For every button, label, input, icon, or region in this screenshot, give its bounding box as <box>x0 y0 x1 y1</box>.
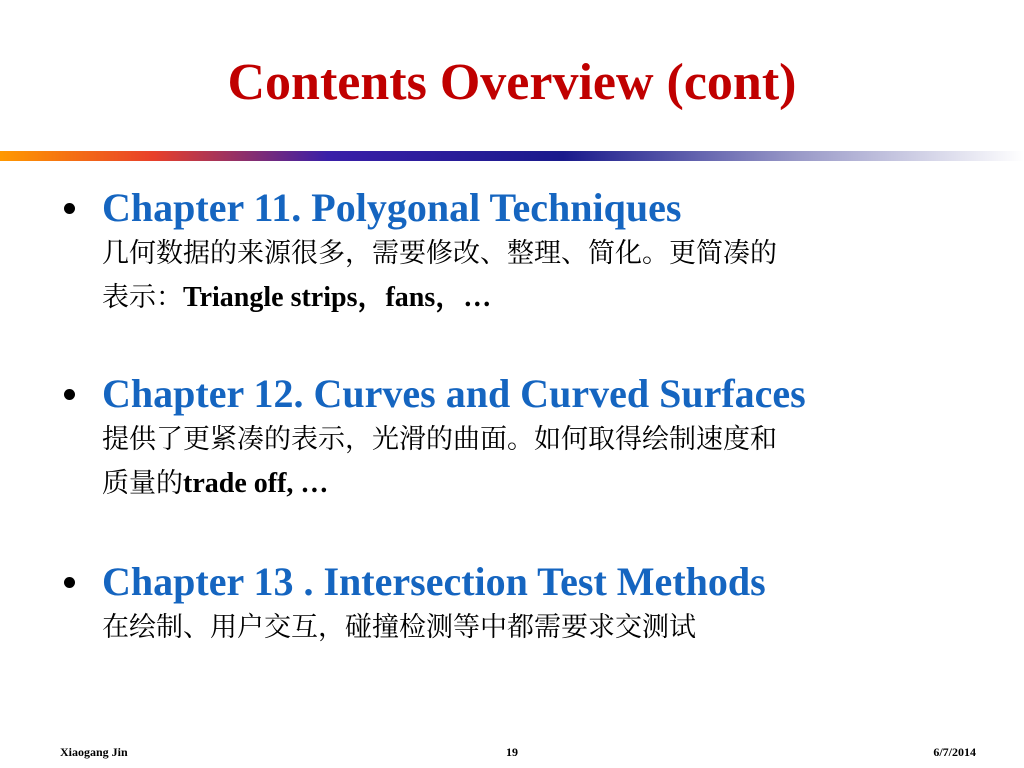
footer-date: 6/7/2014 <box>933 745 976 759</box>
slide-title: Contents Overview (cont) <box>227 54 797 111</box>
bullet-heading: Chapter 11. Polygonal Techniques <box>102 185 682 230</box>
footer-page-number: 19 <box>506 745 518 759</box>
bullet-dot <box>64 389 75 400</box>
bullet-heading: Chapter 13 . Intersection Test Methods <box>102 559 766 604</box>
bullet-dot <box>64 577 75 588</box>
gradient-divider <box>0 151 1024 161</box>
description-line: 几何数据的来源很多，需要修改、整理、简化。更简凑的 <box>102 238 777 269</box>
description-cjk-text: 质量的 <box>102 468 183 499</box>
bullet-description <box>102 606 962 650</box>
footer-author: Xiaogang Jin <box>60 745 128 759</box>
description-cjk-text: 表示： <box>102 282 183 313</box>
description-line <box>102 462 962 506</box>
description-latin-text: trade off, … <box>183 468 329 499</box>
description-line: 提供了更紧凑的表示，光滑的曲面。如何取得绘制速度和 <box>102 424 777 455</box>
bullet-description <box>102 418 962 506</box>
description-line <box>102 276 962 320</box>
bullet-dot <box>64 203 75 214</box>
description-latin-text: Triangle strips，fans，… <box>183 282 492 313</box>
description-line: 在绘制、用户交互，碰撞检测等中都需要求交测试 <box>102 612 696 643</box>
bullet-description <box>102 232 962 320</box>
bullet-heading: Chapter 12. Curves and Curved Surfaces <box>102 371 806 416</box>
